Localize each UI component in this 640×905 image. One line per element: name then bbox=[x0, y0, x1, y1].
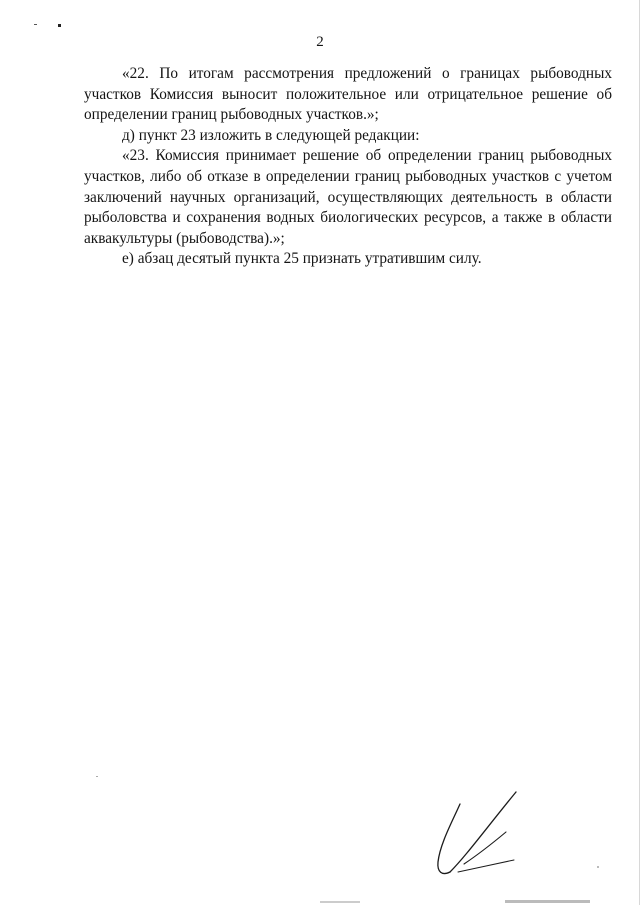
scan-speck bbox=[58, 24, 61, 27]
paragraph-amend-23: д) пункт 23 изложить в следующей редакции: bbox=[122, 126, 420, 144]
scan-speck bbox=[597, 866, 599, 868]
paragraph-amend-25: е) абзац десятый пункта 25 признать утратившим силу. bbox=[122, 250, 482, 268]
page-number: 2 bbox=[316, 34, 324, 50]
scan-speck bbox=[34, 24, 37, 25]
signature bbox=[426, 782, 536, 882]
paragraph-22: «22. По итогам рассмотрения предложений о границах рыбоводных участков Комиссия выносит положительное или отрицательное решение об определении границ рыбоводных участков.»; bbox=[84, 65, 612, 124]
scan-speck bbox=[96, 776, 98, 777]
document-body bbox=[84, 64, 612, 270]
scan-speck bbox=[505, 900, 590, 903]
paragraph-23: «23. Комиссия принимает решение об определении границ рыбоводных участков, либо об отказе в определении границ рыбоводных участков с учетом заключений научных организаций, осуществляющих деятельность в области рыболовства и сохранения водных биологических ресурсов, а также в области аквакультуры (рыбоводства).»; bbox=[84, 147, 612, 247]
scan-speck bbox=[320, 901, 360, 903]
